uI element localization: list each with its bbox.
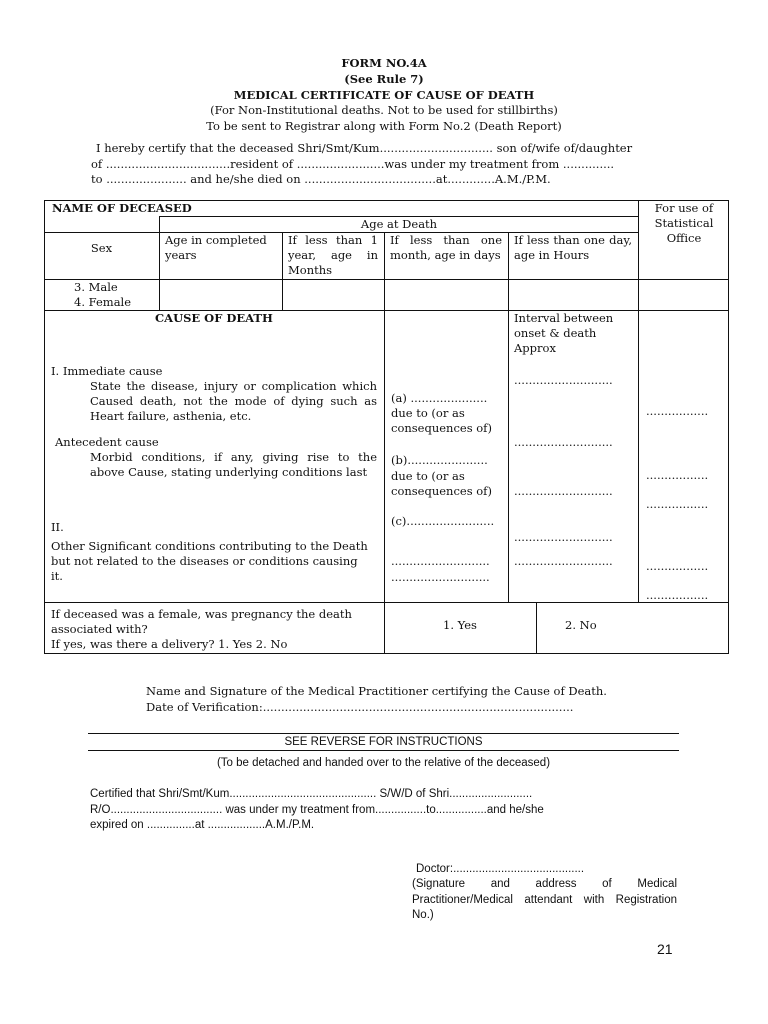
delivery-question: If yes, was there a delivery? 1. Yes 2. No bbox=[51, 637, 288, 651]
page-number: 21 bbox=[657, 941, 673, 957]
name-of-deceased-label: NAME OF DECEASED bbox=[52, 201, 192, 215]
doctor-signature-line: Doctor:......................................... bbox=[416, 863, 585, 875]
interval-label: Interval between onset & death Approx bbox=[514, 311, 614, 355]
interval-field-b[interactable]: ........................... bbox=[514, 435, 613, 449]
reverse-instructions: SEE REVERSE FOR INSTRUCTIONS bbox=[284, 736, 483, 748]
interval-field-d[interactable]: ........................... bbox=[514, 530, 613, 544]
immediate-cause-label: I. Immediate cause bbox=[51, 364, 163, 378]
due-to-1-label: due to (or as consequences of) bbox=[391, 406, 492, 435]
other-conditions-desc: Other Significant conditions contributing to the Death but not related to the diseases or conditions causing it. bbox=[51, 539, 368, 583]
form-subtitle-2: To be sent to Registrar along with Form No.2 (Death Report) bbox=[206, 119, 562, 133]
interval-field-e[interactable]: ........................... bbox=[514, 554, 613, 568]
sex-option-male: 3. Male bbox=[74, 280, 118, 294]
practitioner-signature-line: Name and Signature of the Medical Practitioner certifying the Cause of Death. bbox=[146, 684, 607, 698]
antecedent-cause-desc: Morbid conditions, if any, giving rise to the above Cause, stating underlying conditions last bbox=[90, 450, 377, 479]
slip-line-3: expired on ...............at ..................A.M./P.M. bbox=[90, 819, 315, 831]
immediate-cause-desc: State the disease, injury or complication which Caused death, not the mode of dying such as Heart failure, asthenia, etc. bbox=[90, 379, 377, 423]
cause-c-field[interactable]: (c)........................ bbox=[391, 514, 495, 528]
age-days-label: If less than one month, age in days bbox=[390, 233, 502, 262]
office-field-1[interactable]: ................. bbox=[646, 404, 709, 418]
age-completed-label: Age in completed years bbox=[165, 233, 267, 262]
pregnancy-no-option[interactable]: 2. No bbox=[565, 618, 597, 632]
statistical-office-label: For use of Statistical Office bbox=[654, 201, 714, 245]
cause-of-death-heading: CAUSE OF DEATH bbox=[155, 311, 273, 325]
certify-line-2: of ..................................resident of ........................was under my treatment from .............. bbox=[91, 157, 615, 171]
form-subtitle-1: (For Non-Institutional deaths. Not to be used for stillbirths) bbox=[210, 103, 558, 117]
age-at-death-label: Age at Death bbox=[360, 217, 438, 231]
due-to-2-label: due to (or as consequences of) bbox=[391, 469, 492, 498]
office-field-5[interactable]: ................. bbox=[646, 588, 709, 602]
interval-field-a[interactable]: ........................... bbox=[514, 373, 613, 387]
slip-line-2: R/O................................... was under my treatment from................to................and he/she bbox=[90, 804, 544, 816]
divider-top bbox=[88, 733, 679, 734]
verification-date-line: Date of Verification:..................................................................................... bbox=[146, 700, 574, 714]
slip-line-1: Certified that Shri/Smt/Kum.............................................. S/W/D of Shri.......................... bbox=[90, 788, 533, 800]
detach-note: (To be detached and handed over to the relative of the deceased) bbox=[216, 757, 551, 769]
office-field-3[interactable]: ................. bbox=[646, 497, 709, 511]
certify-line-1: I hereby certify that the deceased Shri/Smt/Kum............................... son of/wife of/daughter bbox=[96, 141, 633, 155]
certify-line-3: to ...................... and he/she died on ....................................at.............A.M./P.M. bbox=[91, 172, 551, 186]
doctor-signature-desc: (Signature and address of Medical Practitioner/Medical attendant with Registration No.) bbox=[412, 878, 677, 921]
office-field-2[interactable]: ................. bbox=[646, 468, 709, 482]
cause-a-field[interactable]: (a) ..................... bbox=[391, 391, 488, 405]
interval-field-c[interactable]: ........................... bbox=[514, 484, 613, 498]
sex-label: Sex bbox=[90, 241, 113, 255]
sex-option-female: 4. Female bbox=[74, 295, 132, 309]
divider-bottom bbox=[88, 750, 679, 751]
rule-reference: (See Rule 7) bbox=[344, 72, 424, 86]
age-hours-label: If less than one day, age in Hours bbox=[514, 233, 632, 262]
form-title: MEDICAL CERTIFICATE OF CAUSE OF DEATH bbox=[233, 88, 535, 102]
part-two-label: II. bbox=[51, 520, 64, 534]
other-condition-field-2[interactable]: ........................... bbox=[391, 570, 490, 584]
office-field-4[interactable]: ................. bbox=[646, 559, 709, 573]
cause-b-field[interactable]: (b)...................... bbox=[391, 453, 488, 467]
pregnancy-yes-option[interactable]: 1. Yes bbox=[443, 618, 477, 632]
age-months-label: If less than 1 year, age in Months bbox=[288, 233, 378, 277]
pregnancy-question: If deceased was a female, was pregnancy the death associated with? bbox=[51, 607, 352, 636]
antecedent-cause-label: Antecedent cause bbox=[55, 435, 159, 449]
other-condition-field-1[interactable]: ........................... bbox=[391, 554, 490, 568]
form-number: FORM NO.4A bbox=[341, 56, 427, 70]
